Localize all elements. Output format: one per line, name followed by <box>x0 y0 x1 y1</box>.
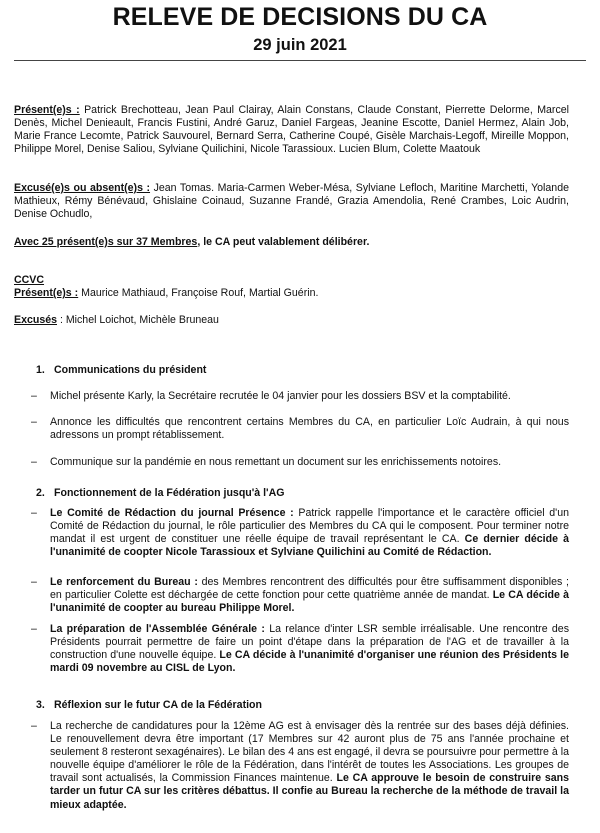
item-body: La recherche de candidatures pour la 12ème AG est à envisager dès la rentrée sur des bases déjà définies. Le renouvellement devra être important (17 Membres sur 42 auront plus de 75 ans l'année prochaine et seulement 8 resteront sexagénaires). Le bilan des 4 ans est engagé, il devra se poursuivre pour permettre à la nouvelle équipe d'améliorer le rôle de la Fédération, dans l'intérêt de toutes les Associations. Les groupes de travail sont actualisés, la Commission Finances maintenue. <box>50 720 569 785</box>
section-2-heading <box>36 487 284 500</box>
ccvc-excused-line <box>14 314 569 327</box>
section-title: Fonctionnement de la Fédération jusqu'à l'AG <box>54 487 285 499</box>
excused-names: Jean Tomas. Maria-Carmen Weber-Mésa, Sylviane Lefloch, Maritine Marchetti, Yolande Mathieux, Rémy Bénévaud, Ghislaine Coinaud, Suzanne Frandé, Grazia Amendolia, René Crambes, Loic Audrin, Denise Ochudlo, <box>14 182 569 221</box>
section-number: 1. <box>36 364 45 376</box>
list-item <box>14 623 569 675</box>
dash-bullet-icon: – <box>31 623 37 635</box>
section-number: 3. <box>36 699 45 711</box>
ccvc-block <box>14 274 569 300</box>
present-label: Présent(e)s : <box>14 104 80 116</box>
list-item <box>14 416 569 442</box>
list-item-text <box>50 623 569 675</box>
present-names: Patrick Brechotteau, Jean Paul Clairay, Alain Constans, Claude Constant, Pierrette Delorme, Marcel Denès, Michel Denieault, Francis Fustini, André Garuz, Daniel Fargeas, Jeanine Escotte, Daniel Hermez, Alain Job, Marie France Lecomte, Patrick Sauvourel, Bernard Serra, Catherine Coupé, Gisèle Marchais-Legoff, Mireille Moppon, Philippe Morel, Denise Saliou, Sylviane Quilichini, Nicole Tarassioux. Lucien Blum, Colette Maatouk <box>14 104 569 156</box>
section-1-heading <box>36 364 206 377</box>
ccvc-present-names: Maurice Mathiaud, Françoise Rouf, Martial Guérin. <box>78 287 319 300</box>
section-title: Réflexion sur le futur CA de la Fédération <box>54 699 262 711</box>
list-item-text: Michel présente Karly, la Secrétaire recrutée le 04 janvier pour les dossiers BSV et la comptabilité. <box>50 390 511 402</box>
list-item-text <box>50 720 569 812</box>
list-item <box>14 507 569 559</box>
ccvc-present-line <box>14 287 569 300</box>
item-decision: Le CA décide à l'unanimité d'organiser une réunion des Présidents le mardi 09 novembre au CISL de Lyon. <box>50 649 569 675</box>
item-lead: La préparation de l'Assemblée Générale : <box>50 623 265 635</box>
section-3-heading <box>36 699 262 712</box>
dash-bullet-icon: – <box>31 576 37 588</box>
item-decision: Le CA approuve le besoin de construire sans tarder un futur CA sur les critères débattus. Il confie au Bureau la recherche de la méthode de travail la mieux adaptée. <box>50 772 569 811</box>
item-body: La relance d'inter LSR semble irréalisable. Une rencontre des Présidents pourrait permettre de faire un point d'étape dans la préparation de l'AG et de travailler à la construction d'une nouvelle équipe. <box>50 623 569 662</box>
list-item-text: Communique sur la pandémie en nous remettant un document sur les enrichissements notoires. <box>50 456 502 468</box>
ccvc-excused-names: : Michel Loichot, Michèle Bruneau <box>57 314 219 326</box>
ccvc-present-label: Présent(e)s : <box>14 287 79 300</box>
quorum-statement <box>14 236 569 249</box>
dash-bullet-icon: – <box>31 416 37 428</box>
section-number: 2. <box>36 487 45 499</box>
ccvc-excused-label: Excusés <box>14 314 57 326</box>
list-item <box>14 390 569 403</box>
list-item-text <box>50 507 569 559</box>
excused-label: Excusé(e)s ou absent(e)s : <box>14 182 151 194</box>
dash-bullet-icon: – <box>31 720 37 732</box>
section-title: Communications du président <box>54 364 207 376</box>
item-decision: Ce dernier décide à l'unanimité de coopter Nicole Tarassioux et Sylviane Quilichini au Comité de Rédaction. <box>50 533 569 559</box>
dash-bullet-icon: – <box>31 390 37 402</box>
present-paragraph <box>14 104 569 156</box>
dash-bullet-icon: – <box>31 456 37 468</box>
list-item <box>14 576 569 615</box>
list-item-text <box>50 576 569 615</box>
header-divider <box>14 60 586 61</box>
item-decision: Le CA décide à l'unanimité de coopter au bureau Philippe Morel. <box>50 589 569 615</box>
excused-paragraph <box>14 182 569 221</box>
item-body: des Membres rencontrent des difficultés pour être suffisamment disponibles ; en particulier Colette est déchargée de cette fonction pour cette quatrième année de mandat. <box>50 576 569 602</box>
item-lead: Le Comité de Rédaction du journal Présence : <box>50 507 294 519</box>
dash-bullet-icon: – <box>31 507 37 519</box>
meeting-date: 29 juin 2021 <box>253 36 347 54</box>
ccvc-heading: CCVC <box>14 274 45 286</box>
list-item <box>14 720 569 812</box>
item-body: Patrick rappelle l'importance et le caractère officiel d'un Comité de Rédaction du journal, le rôle particulier des Membres du CA qui le composent. Pour terminer notre mandat il est urgent de constituer une réelle équipe de travail représentant le CA. <box>50 507 569 546</box>
quorum-conclusion: , le CA peut valablement délibérer. <box>197 236 370 248</box>
document-title: RELEVE DE DECISIONS DU CA <box>112 3 488 31</box>
item-lead: Le renforcement du Bureau : <box>50 576 198 588</box>
list-item-text: Annonce les difficultés que rencontrent certains Membres du CA, en particulier Loïc Audrain, à qui nous adressons un prompt rétablissement. <box>50 416 569 442</box>
quorum-count: Avec 25 présent(e)s sur 37 Membres <box>14 236 198 248</box>
list-item <box>14 456 569 469</box>
